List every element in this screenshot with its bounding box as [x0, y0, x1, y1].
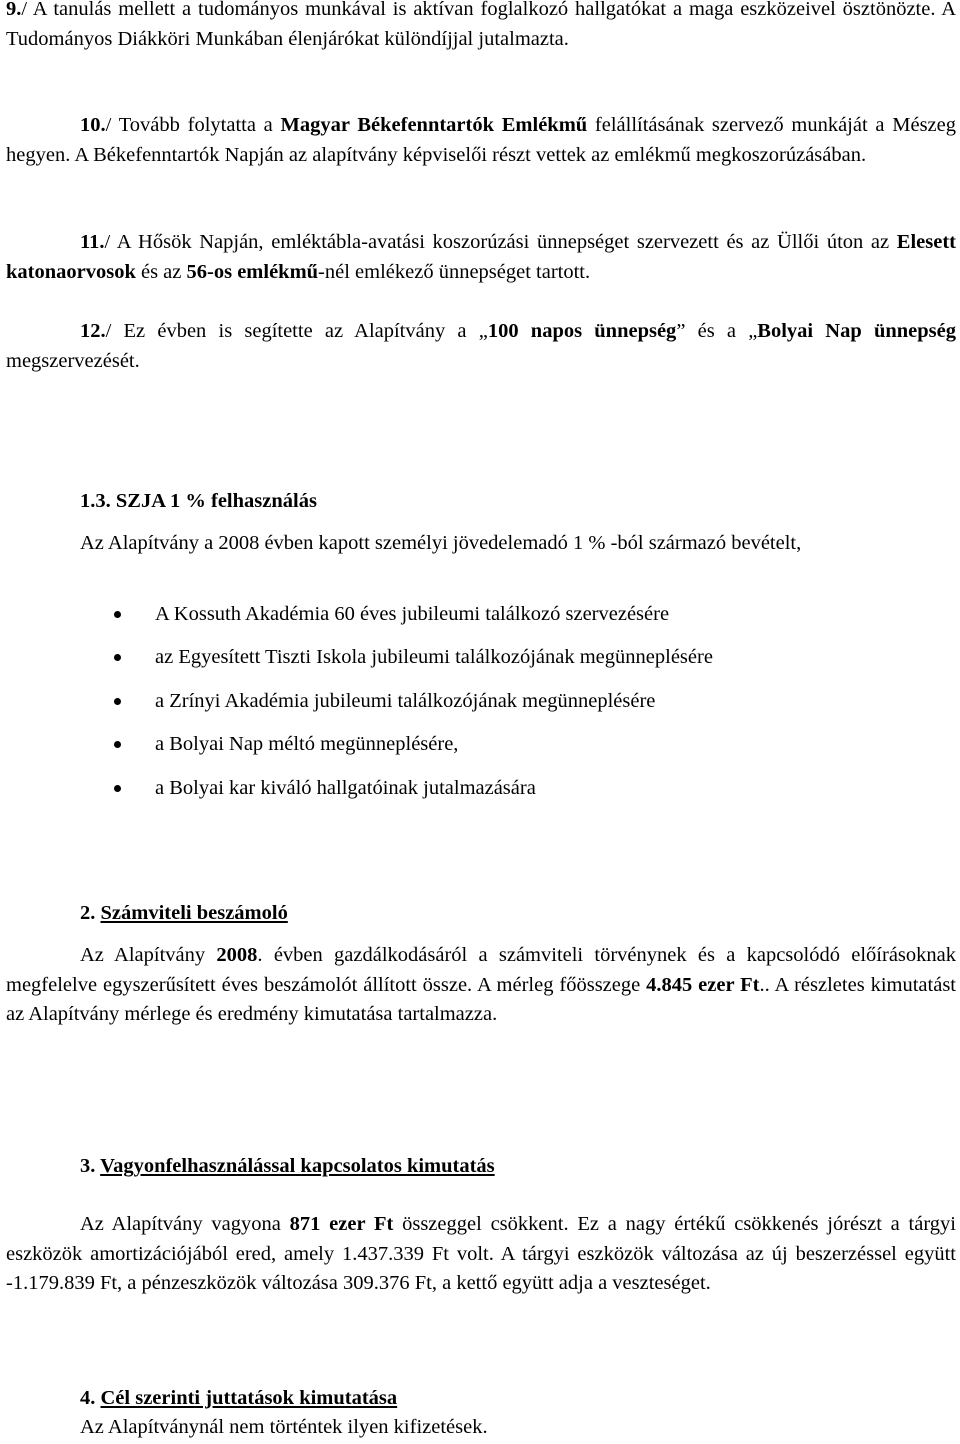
section-heading-3: 3. Vagyonfelhasználással kapcsolatos kimutatás	[80, 1155, 495, 1177]
bullet-icon	[114, 785, 121, 792]
list-item: A Kossuth Akadémia 60 éves jubileumi találkozó szervezésére	[0, 600, 713, 643]
asset-decrease: 871 ezer Ft	[289, 1213, 394, 1235]
paragraph-11: 11./ A Hősök Napján, emléktábla-avatási koszorúzási ünnepséget szervezett és az Üllői úton az Elesett katonaorvosok és az 56-os emlékmű-nél emlékező ünnepséget tartott.	[6, 231, 956, 283]
section-heading-1-3: 1.3. SZJA 1 % felhasználás	[80, 490, 317, 512]
list-item: a Zrínyi Akadémia jubileumi találkozójának megünneplésére	[0, 687, 713, 730]
list-item: az Egyesített Tiszti Iskola jubileumi találkozójának megünneplésére	[0, 643, 713, 686]
paragraph-accounting: Az Alapítvány 2008. évben gazdálkodásáról a számviteli törvénynek és a kapcsolódó előírásoknak megfelelve egyszerűsített éves beszámolót állított össze. A mérleg főösszege 4.845 ezer Ft.. A részletes kimutatást az Alapítvány mérlege és eredmény kimutatása tartalmazza.	[6, 944, 956, 1025]
paragraph-number: 12.	[80, 320, 106, 342]
paragraph-number: 11.	[80, 231, 105, 253]
bullet-icon	[114, 698, 121, 705]
paragraph-12: 12./ Ez évben is segítette az Alapítvány a „100 napos ünnepség” és a „Bolyai Nap ünnepség megszervezését.	[6, 320, 956, 372]
szja-usage-list	[0, 600, 713, 817]
bullet-icon	[114, 654, 121, 661]
list-item: a Bolyai Nap méltó megünneplésére,	[0, 730, 713, 773]
paragraph-assets: Az Alapítvány vagyona 871 ezer Ft összeggel csökkent. Ez a nagy értékű csökkenés jórészt a tárgyi eszközök amortizációjából ered, amely 1.437.339 Ft volt. A tárgyi eszközök változása az új beszerzéssel együtt -1.179.839 Ft, a pénzeszközök változása 309.376 Ft, a kettő együtt adja a veszteséget.	[6, 1213, 957, 1294]
szja-intro: Az Alapítvány a 2008 évben kapott személyi jövedelemadó 1 % -ból származó bevételt,	[80, 532, 802, 554]
paragraph-10: 10./ Tovább folytatta a Magyar Békefenntartók Emlékmű felállításának szervező munkáját a Mészeg hegyen. A Békefenntartók Napján az alapítvány képviselői részt vettek az emlékmű megkoszorúzásában.	[6, 114, 956, 166]
list-item: a Bolyai kar kiváló hallgatóinak jutalmazására	[0, 774, 713, 817]
paragraph-text: / A tanulás mellett a tudományos munkával is aktívan foglalkozó hallgatókat a maga eszközeivel ösztönözte. A Tudományos Diákköri Munkában élenjárókat különdíjjal jutalmazta.	[6, 0, 956, 50]
bullet-icon	[114, 611, 121, 618]
paragraph-benefits: Az Alapítványnál nem történtek ilyen kifizetések.	[80, 1416, 488, 1438]
paragraph-9	[6, 0, 956, 54]
paragraph-number: 9.	[6, 0, 22, 20]
monument-name: Magyar Békefenntartók Emlékmű	[280, 114, 588, 136]
balance-total: 4.845 ezer Ft	[646, 973, 760, 996]
section-heading-2: 2. Számviteli beszámoló	[80, 902, 288, 924]
section-heading-4: 4. Cél szerinti juttatások kimutatása	[80, 1387, 398, 1409]
bullet-icon	[114, 741, 121, 748]
paragraph-number: 10.	[80, 114, 106, 136]
